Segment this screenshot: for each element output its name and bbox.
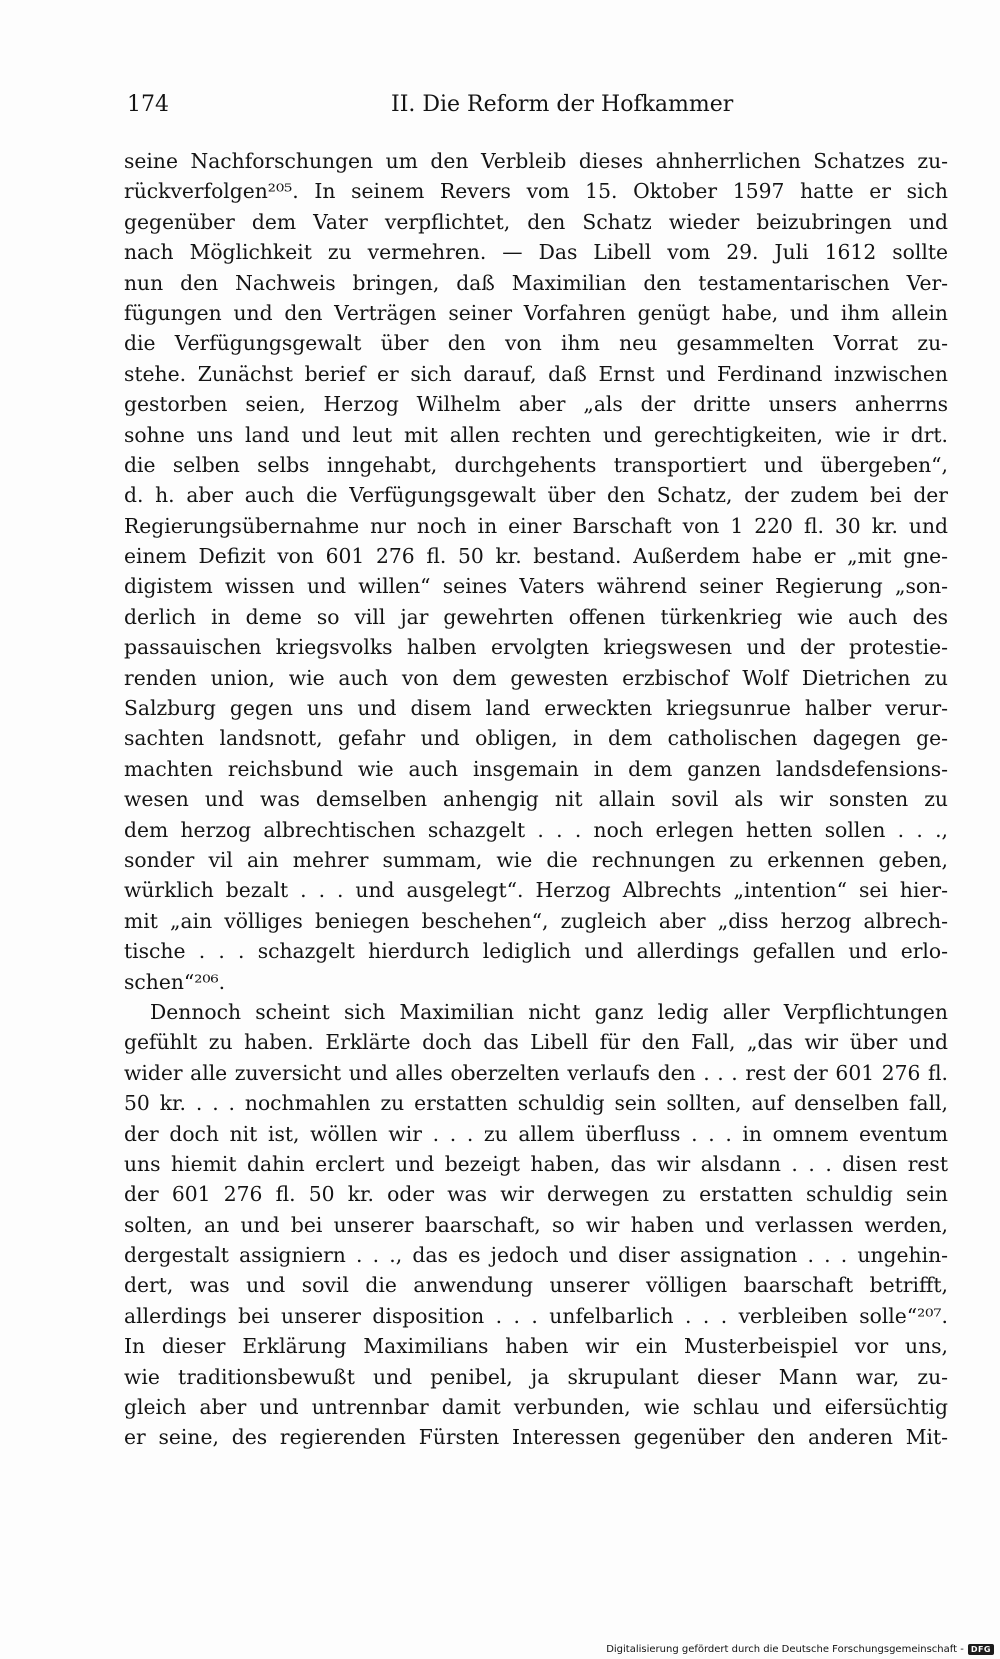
text-line: tische . . . schazgelt hierdurch lediglich und allerdings gefallen und erlo- xyxy=(124,939,948,964)
text-line: Dennoch scheint sich Maximilian nicht ganz ledig aller Verpflichtungen xyxy=(150,999,948,1024)
text-line: digistem wissen und willen“ seines Vaters während seiner Regierung „son- xyxy=(124,574,948,599)
text-line: renden union, wie auch von dem gewesten erzbischof Wolf Dietrichen zu xyxy=(124,665,948,690)
text-line: die Verfügungsgewalt über den von ihm neu gesammelten Vorrat zu- xyxy=(124,331,948,356)
text-line: Regierungsübernahme nur noch in einer Barschaft von 1 220 fl. 30 kr. und xyxy=(124,513,948,538)
text-line: solten, an und bei unserer baarschaft, so wir haben und verlassen werden, xyxy=(124,1212,948,1237)
text-line: fügungen und den Verträgen seiner Vorfahren genügt habe, und ihm allein xyxy=(124,300,948,325)
text-line: mit „ain völliges beniegen beschehen“, zugleich aber „diss herzog albrech- xyxy=(124,908,948,933)
digitization-credit xyxy=(606,1642,994,1657)
text-line: der 601 276 fl. 50 kr. oder was wir derwegen zu erstatten schuldig sein xyxy=(124,1182,948,1207)
text-line: In dieser Erklärung Maximilians haben wir ein Musterbeispiel vor uns, xyxy=(124,1334,948,1359)
text-line: sachten landsnott, gefahr und obligen, in dem catholischen dagegen ge- xyxy=(124,726,948,751)
text-line: er seine, des regierenden Fürsten Interessen gegenüber den anderen Mit- xyxy=(124,1425,948,1450)
text-line: gefühlt zu haben. Erklärte doch das Libell für den Fall, „das wir über und xyxy=(124,1030,948,1055)
page-header xyxy=(127,88,951,122)
text-line: nun den Nachweis bringen, daß Maximilian den testamentarischen Ver- xyxy=(124,270,948,295)
text-line: nach Möglichkeit zu vermehren. — Das Libell vom 29. Juli 1612 sollte xyxy=(124,240,948,265)
text-line: machten reichsbund wie auch insgemain in dem ganzen landsdefensions- xyxy=(124,756,948,781)
dfg-logo: DFG xyxy=(968,1644,994,1655)
text-line: einem Defizit von 601 276 fl. 50 kr. bestand. Außerdem habe er „mit gne- xyxy=(124,544,948,569)
text-line: stehe. Zunächst berief er sich darauf, daß Ernst und Ferdinand inzwischen xyxy=(124,361,948,386)
text-line: 50 kr. . . . nochmahlen zu erstatten schuldig sein sollten, auf denselben fall, xyxy=(124,1091,948,1116)
text-line: wider alle zuversicht und alles oberzelten verlaufs den . . . rest der 601 276 fl. xyxy=(124,1060,948,1085)
paragraph-1 xyxy=(124,146,948,997)
text-line: uns hiemit dahin erclert und bezeigt haben, das wir alsdann . . . disen rest xyxy=(124,1151,948,1176)
text-line: seine Nachforschungen um den Verbleib dieses ahnherrlichen Schatzes zu- xyxy=(124,149,948,173)
text-line: wesen und was demselben anhengig nit allain sovil als wir sonsten zu xyxy=(124,787,948,812)
text-line: allerdings bei unserer disposition . . . unfelbarlich . . . verbleiben solle“²⁰⁷. xyxy=(124,1303,948,1328)
text-line: gleich aber und untrennbar damit verbunden, wie schlau und eifersüchtig xyxy=(124,1395,948,1420)
text-line: rückverfolgen²⁰⁵. In seinem Revers vom 15. Oktober 1597 hatte er sich xyxy=(124,179,948,204)
text-line: wie traditionsbewußt und penibel, ja skrupulant dieser Mann war, zu- xyxy=(124,1364,948,1389)
text-line: d. h. aber auch die Verfügungsgewalt über den Schatz, der zudem bei der xyxy=(124,483,948,508)
text-line: die selben selbs inngehabt, durchgehents transportiert und übergeben“, xyxy=(124,452,948,477)
text-line: gegenüber dem Vater verpflichtet, den Schatz wieder beizubringen und xyxy=(124,209,948,234)
text-line: würklich bezalt . . . und ausgelegt“. Herzog Albrechts „intention“ sei hier- xyxy=(124,878,948,903)
text-line: dem herzog albrechtischen schazgelt . . . noch erlegen hetten sollen . . ., xyxy=(124,817,948,842)
text-line: dergestalt assigniern . . ., das es jedoch und diser assignation . . . ungehin- xyxy=(124,1243,948,1268)
text-line: dert, was und sovil die anwendung unserer völligen baarschaft betrifft, xyxy=(124,1273,948,1298)
text-line: schen“²⁰⁶. xyxy=(124,969,226,994)
running-head: II. Die Reform der Hofkammer xyxy=(391,92,734,117)
text-line: gestorben seien, Herzog Wilhelm aber „als der dritte unsers anherrns xyxy=(124,392,948,417)
page-number: 174 xyxy=(127,92,169,117)
text-line: sohne uns land und leut mit allen rechten und gerechtigkeiten, wie ir drt. xyxy=(124,422,948,447)
text-line: sonder vil ain mehrer summam, wie die rechnungen zu erkennen geben, xyxy=(124,847,948,872)
credit-text: Digitalisierung gefördert durch die Deutsche Forschungsgemeinschaft - xyxy=(606,1644,964,1655)
body-text xyxy=(124,146,948,1453)
paragraph-2 xyxy=(124,997,948,1453)
text-line: passauischen kriegsvolks halben ervolgten kriegswesen und der protestie- xyxy=(124,635,948,660)
text-line: Salzburg gegen uns und disem land erweckten kriegsunrue halber verur- xyxy=(124,696,948,721)
text-line: der doch nit ist, wöllen wir . . . zu allem überfluss . . . in omnem eventum xyxy=(124,1121,948,1146)
text-line: derlich in deme so vill jar gewehrten offenen türkenkrieg wie auch des xyxy=(124,604,948,629)
